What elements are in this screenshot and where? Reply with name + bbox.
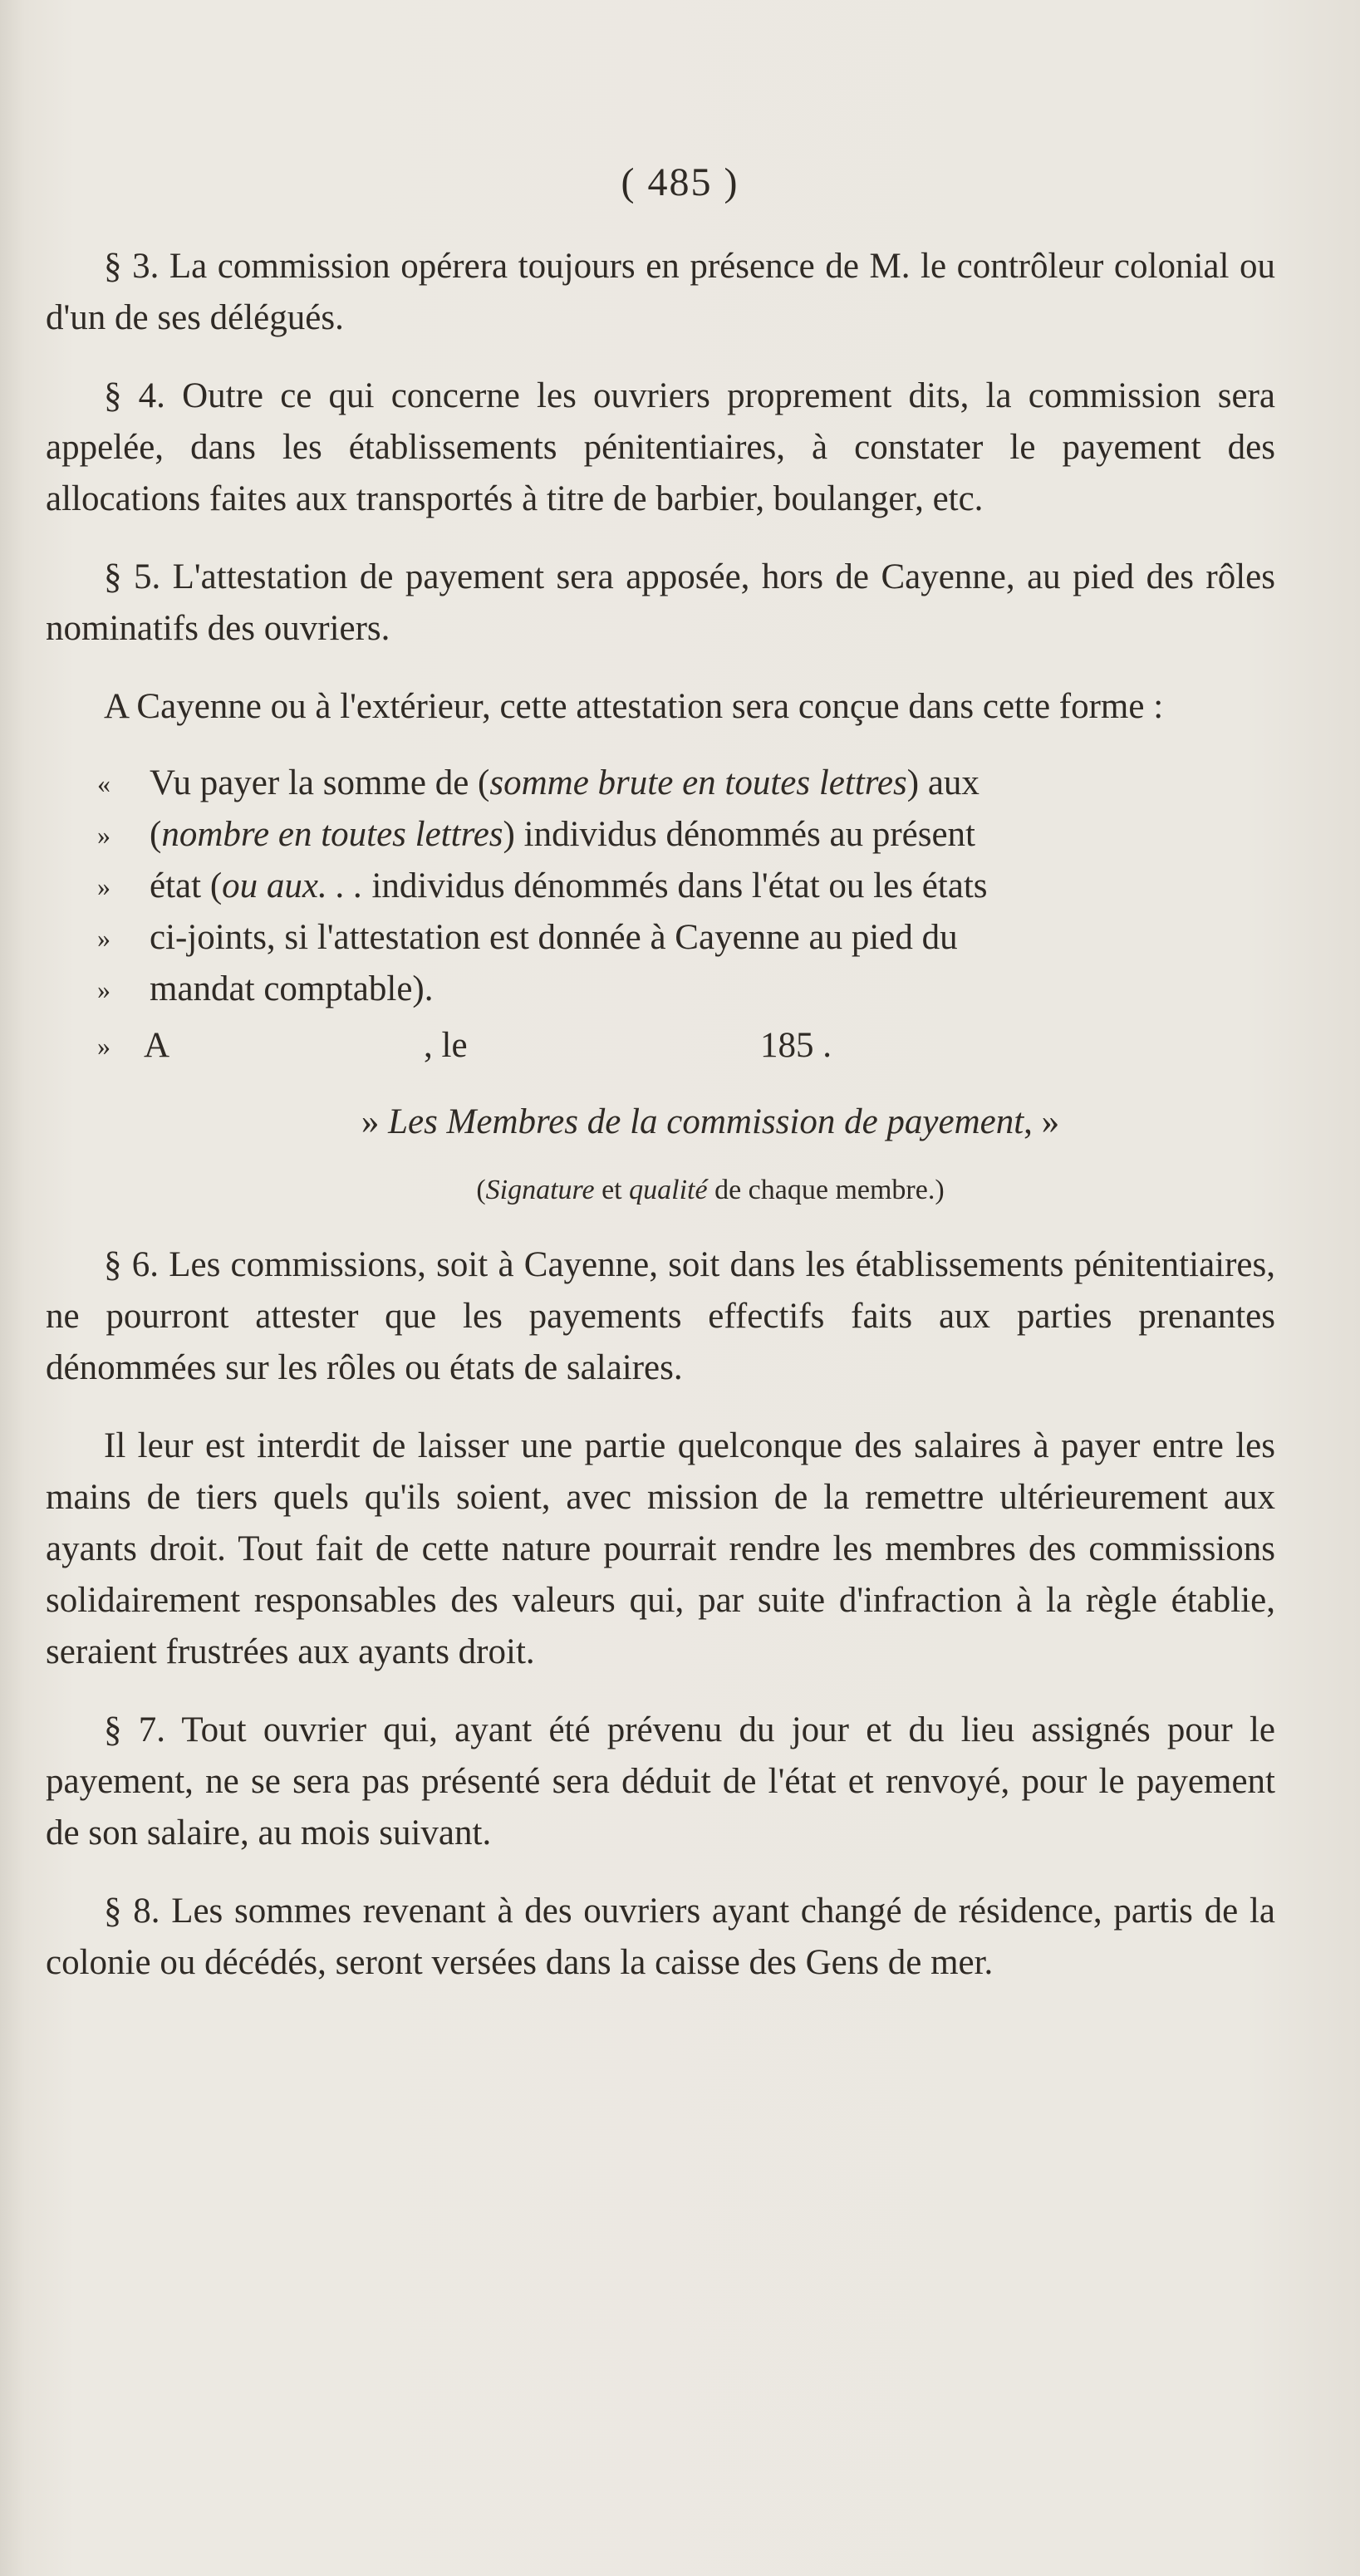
attestation-line-2: » (nombre en toutes lettres) individus dénommés au présent (46, 809, 1275, 861)
paragraph-cayenne: A Cayenne ou à l'extérieur, cette attestation sera conçue dans cette forme : (104, 687, 1164, 726)
signature-note: (Signature et qualité de chaque membre.) (476, 1175, 945, 1205)
quote-mark: « (97, 768, 110, 798)
attestation-line-4: » ci-joints, si l'attestation est donnée à Cayenne au pied du (46, 912, 1275, 964)
attestation-line-5: » mandat comptable). (46, 964, 1275, 1015)
attestation-date-line (46, 1020, 1275, 1072)
quote-mark: » (97, 974, 110, 1004)
paragraph-section-4: § 4. Outre ce qui concerne les ouvriers proprement dits, la commission sera appelée, dans les établissements pénitentiaires, à constater le payement des allocations faites aux transportés à titre de barbier, boulanger, etc. (46, 376, 1275, 518)
page-content (46, 158, 1275, 1989)
quote-mark: » (97, 923, 110, 953)
attestation-line-3: » état (ou aux. . . individus dénommés dans l'état ou les états (46, 861, 1275, 912)
signature-line: » Les Membres de la commission de payement, » (361, 1102, 1060, 1141)
paragraph-interdit: Il leur est interdit de laisser une partie quelconque des salaires à payer entre les mains de tiers quels qu'ils soient, avec mission de la remettre ultérieurement aux ayants droit. Tout fait de cette nature pourrait rendre les membres des commissions solidairement responsables des valeurs qui, par suite d'infraction à la règle établie, seraient frustrées aux ayants droit. (46, 1426, 1275, 1671)
quote-mark: » (97, 871, 110, 901)
page-number: ( 485 ) (621, 160, 739, 204)
quote-mark: » (97, 820, 110, 850)
year-blank: 185 . (760, 1026, 832, 1065)
place-blank: A (144, 1026, 170, 1065)
attestation-line-1: « Vu payer la somme de (somme brute en toutes lettres) aux (46, 758, 1275, 809)
paragraph-section-3: § 3. La commission opérera toujours en présence de M. le contrôleur colonial ou d'un de ses délégués. (46, 247, 1275, 337)
date-blank: , le (424, 1026, 468, 1065)
signature-title: Les Membres de la commission de payement (388, 1102, 1024, 1141)
paragraph-section-8: § 8. Les sommes revenant à des ouvriers ayant changé de résidence, partis de la colonie ou décédés, seront versées dans la caisse des Gens de mer. (46, 1892, 1275, 1982)
quote-mark: » (97, 1031, 110, 1061)
attestation-form (46, 758, 1275, 1072)
paragraph-section-7: § 7. Tout ouvrier qui, ayant été prévenu du jour et du lieu assignés pour le payement, ne se sera pas présenté sera déduit de l'état et renvoyé, pour le payement de son salaire, au mois suivant. (46, 1710, 1275, 1852)
paragraph-section-6: § 6. Les commissions, soit à Cayenne, soit dans les établissements pénitentiaires, ne pourront attester que les payements effectifs faits aux parties prenantes dénommées sur les rôles ou états de salaires. (46, 1245, 1275, 1387)
paragraph-section-5: § 5. L'attestation de payement sera apposée, hors de Cayenne, au pied des rôles nominatifs des ouvriers. (46, 557, 1275, 648)
